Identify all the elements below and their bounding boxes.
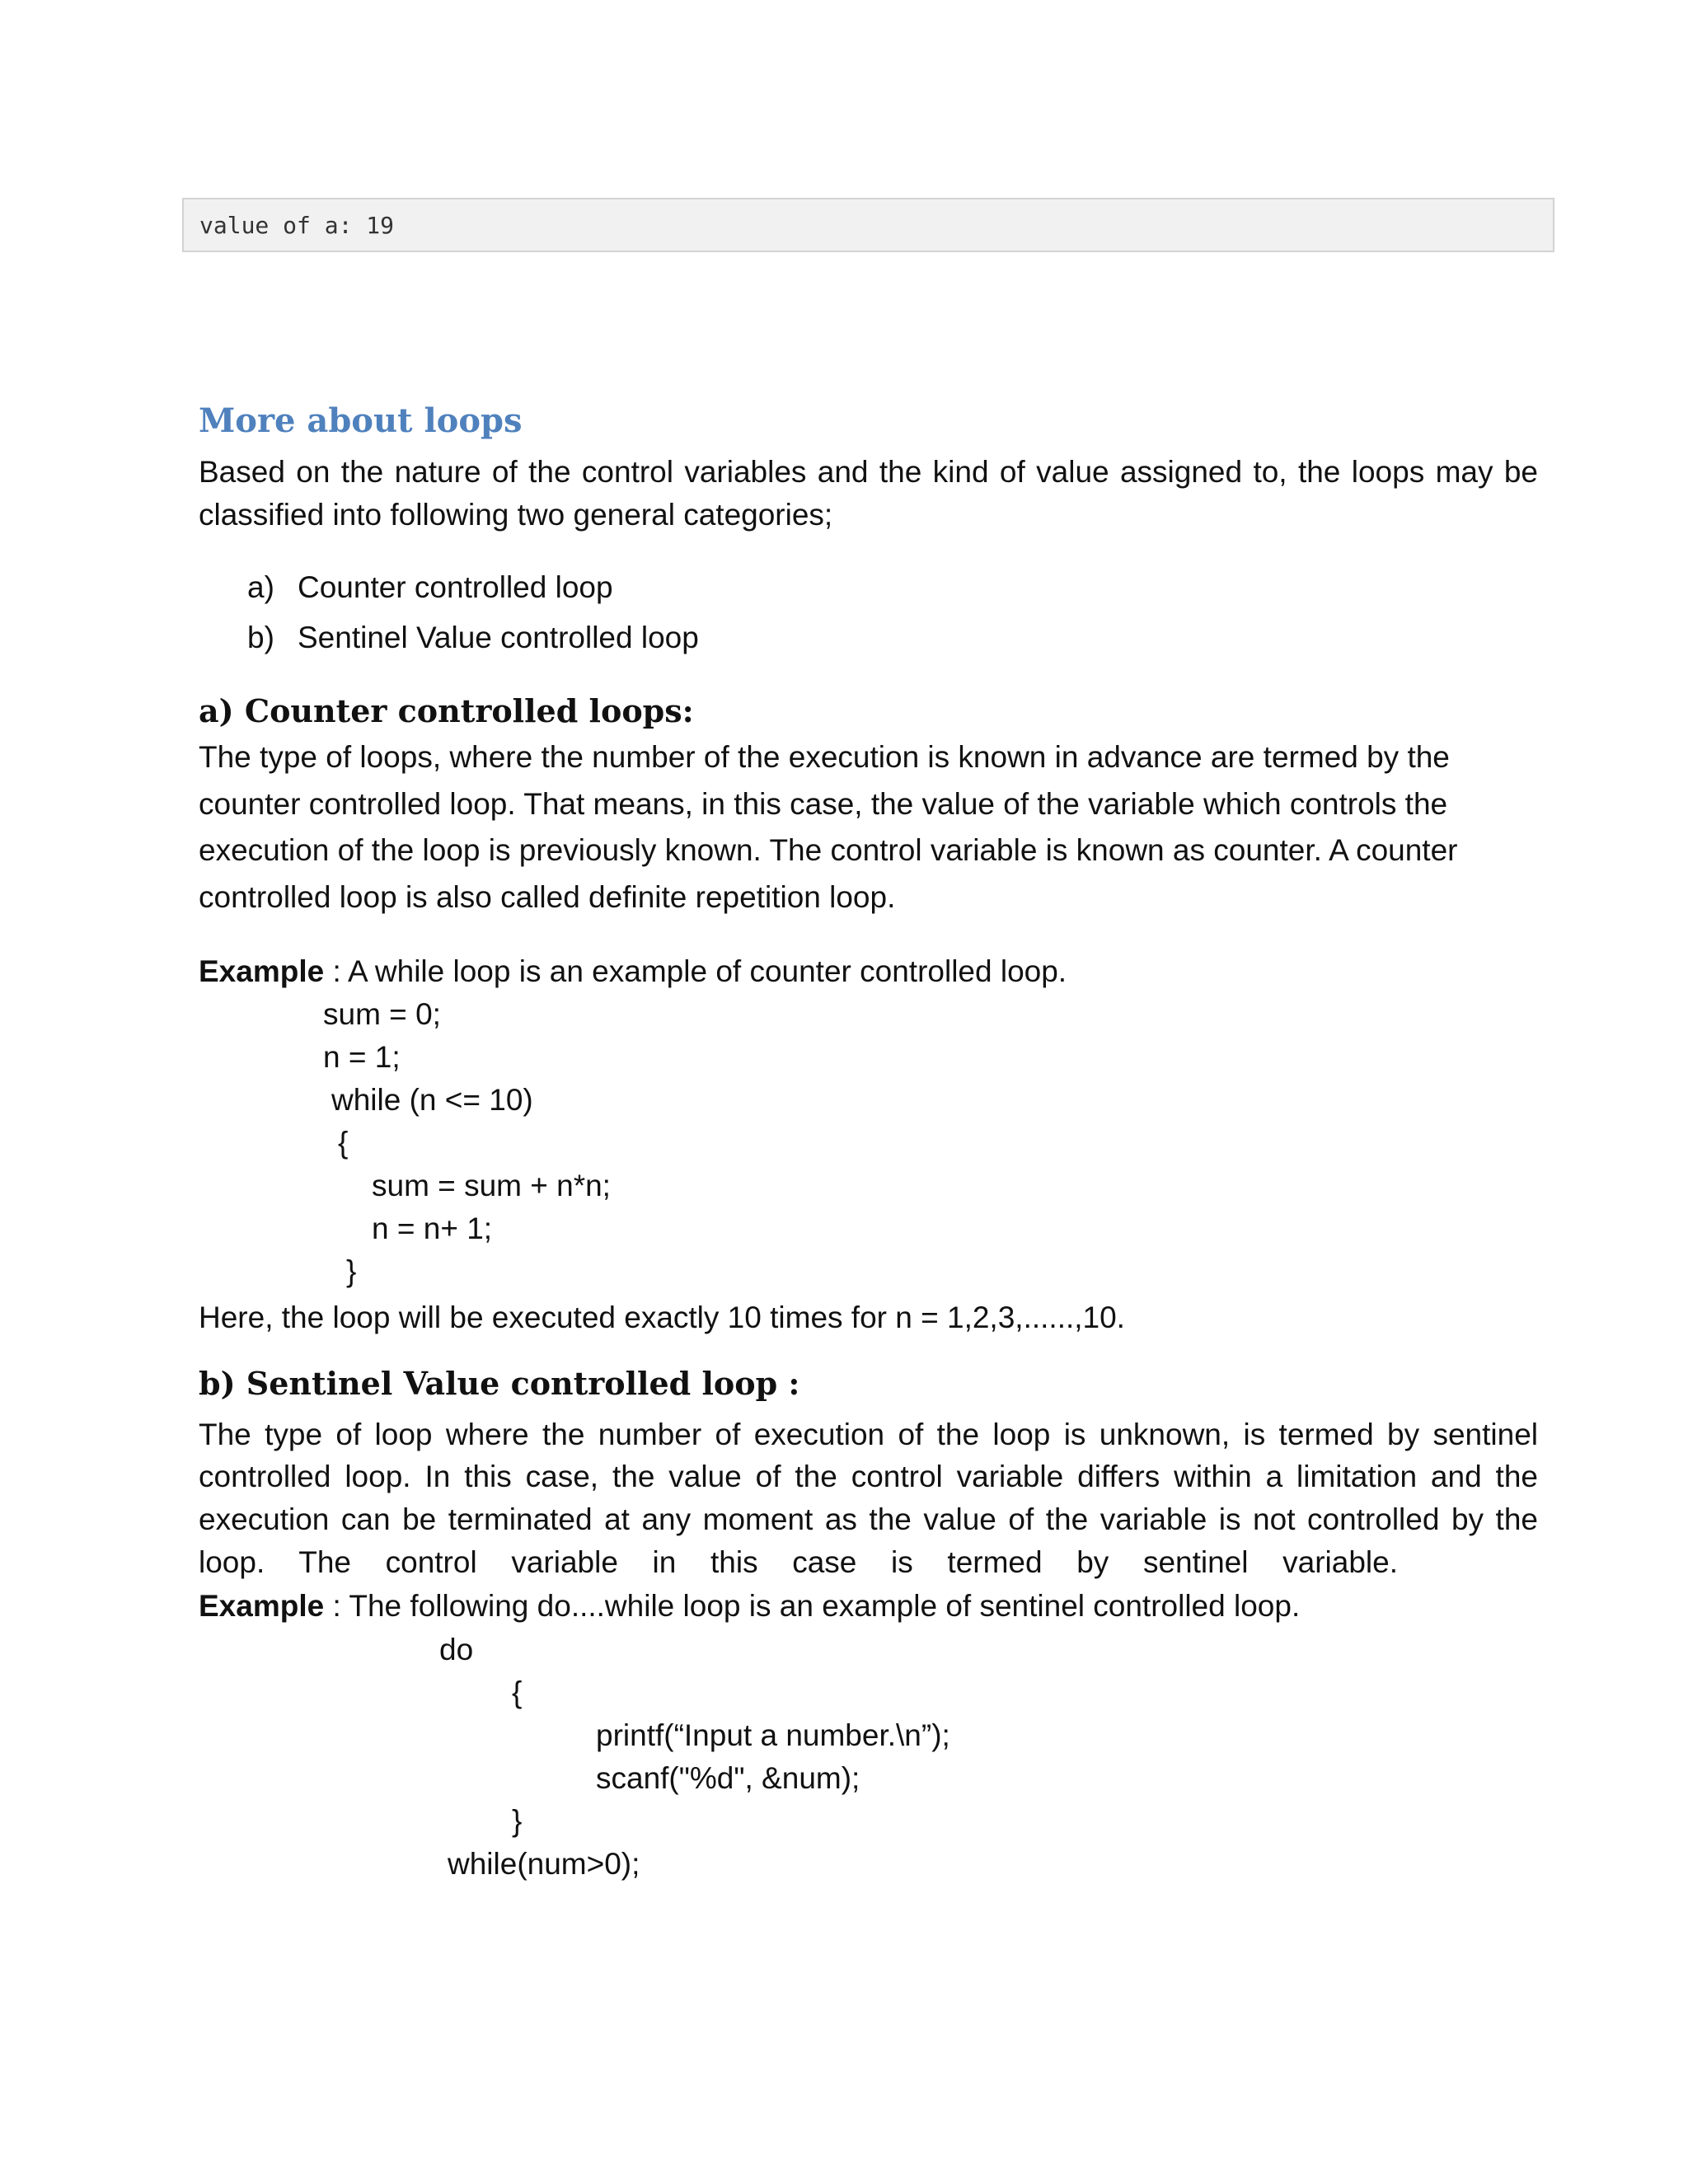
sentinel-code-line-4: scanf("%d", &num); (596, 1761, 860, 1795)
counter-paragraph-line-4: controlled loop is also called definite repetition loop. (199, 880, 896, 914)
counter-paragraph-line-3: execution of the loop is previously known. The control variable is known as counter. A counter (199, 833, 1458, 867)
sentinel-example-label: Example (199, 1589, 325, 1623)
counter-heading: a) Counter controlled loops: (199, 692, 694, 729)
counter-paragraph-line-1: The type of loops, where the number of the execution is known in advance are termed by the (199, 740, 1450, 774)
intro-line-2: classified into following two general categories; (199, 498, 833, 532)
counter-code-line-6: n = n+ 1; (372, 1212, 493, 1245)
counter-code-line-4: { (338, 1126, 349, 1160)
intro-line-1: Based on the nature of the control variables and the kind of value assigned to, the loops may be (199, 455, 1538, 489)
sentinel-heading: b) Sentinel Value controlled loop : (199, 1365, 800, 1402)
sentinel-example-text: : The following do....while loop is an example of sentinel controlled loop. (324, 1589, 1301, 1623)
counter-code-line-1: sum = 0; (323, 997, 441, 1031)
counter-code-line-3: while (n <= 10) (331, 1083, 533, 1117)
sentinel-paragraph-line-4: loop. The control variable in this case is termed by sentinel variable. (199, 1545, 1398, 1579)
sentinel-example (199, 1589, 1300, 1624)
list-marker-a: a) (247, 570, 274, 604)
sentinel-code-line-5: } (512, 1804, 523, 1838)
counter-paragraph-line-2: counter controlled loop. That means, in this case, the value of the variable which controls the (199, 787, 1448, 821)
counter-code-line-2: n = 1; (323, 1040, 401, 1074)
list-marker-b: b) (247, 621, 274, 654)
sentinel-code-line-1: do (439, 1633, 474, 1666)
sentinel-paragraph-line-2: controlled loop. In this case, the value of the control variable differs within a limitation and the (199, 1460, 1538, 1493)
counter-code-line-5: sum = sum + n*n; (372, 1169, 611, 1202)
output-text: value of a: 19 (199, 212, 395, 239)
counter-example-label: Example (199, 954, 325, 988)
list-item-a: Counter controlled loop (298, 570, 613, 604)
section-title: More about loops (199, 401, 523, 440)
counter-example (199, 954, 1067, 989)
output-box (182, 198, 1554, 252)
sentinel-code-line-2: { (512, 1675, 523, 1709)
counter-code-line-7: } (346, 1254, 357, 1288)
sentinel-code-line-6: while(num>0); (448, 1847, 640, 1881)
list-item-b: Sentinel Value controlled loop (298, 621, 699, 654)
sentinel-paragraph-line-1: The type of loop where the number of execution of the loop is unknown, is termed by sentinel (199, 1418, 1538, 1451)
counter-conclusion: Here, the loop will be executed exactly 10 times for n = 1,2,3,......,10. (199, 1301, 1125, 1334)
sentinel-paragraph-line-3: execution can be terminated at any moment as the value of the variable is not controlled by the (199, 1502, 1538, 1536)
counter-example-text: : A while loop is an example of counter controlled loop. (324, 954, 1067, 988)
sentinel-code-line-3: printf(“Input a number.\n”); (596, 1718, 950, 1752)
